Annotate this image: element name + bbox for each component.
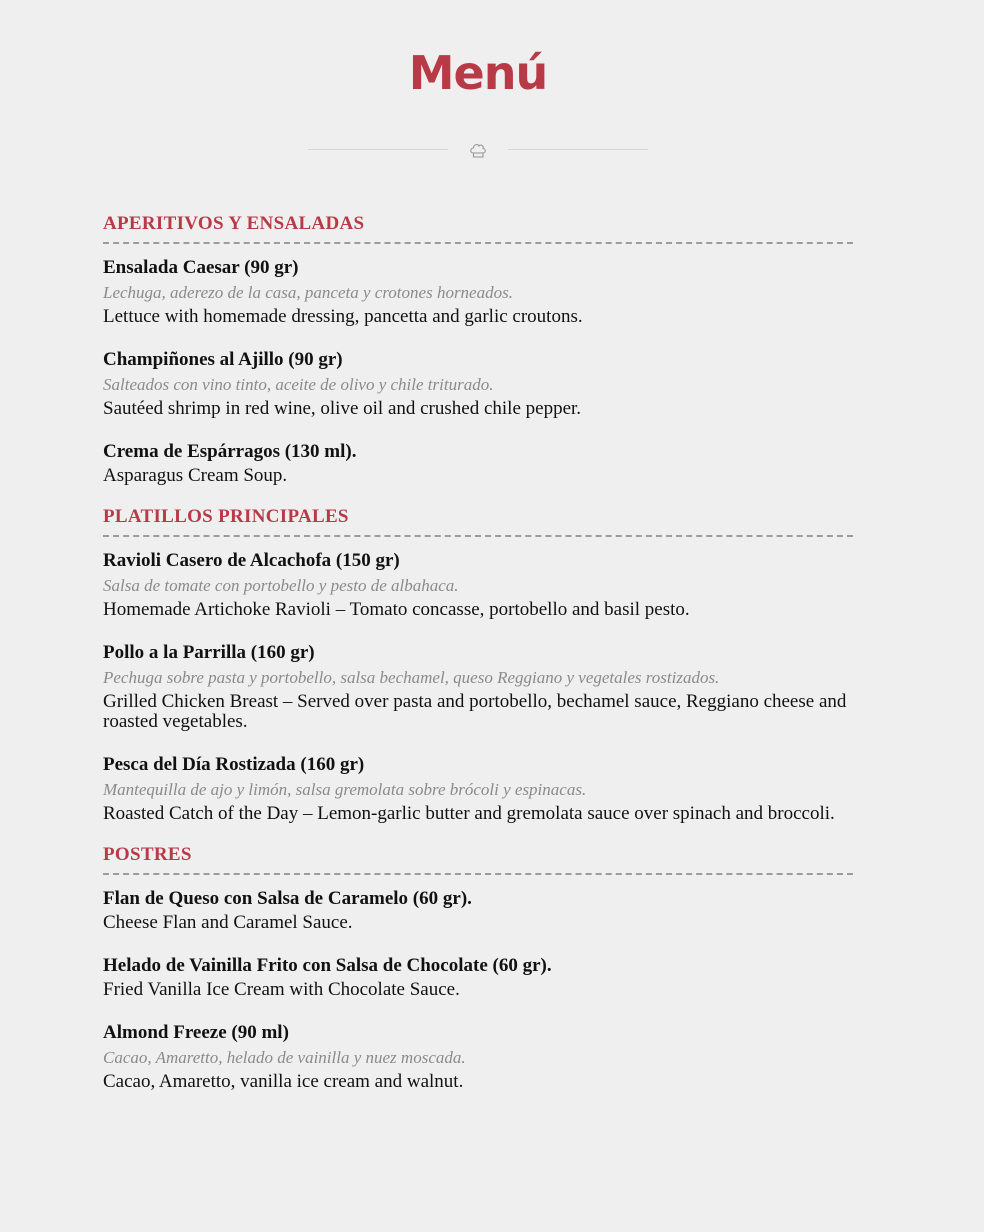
item-description-en: Sautéed shrimp in red wine, olive oil and crushed chile pepper. [103, 398, 582, 419]
menu-item [103, 347, 853, 419]
item-name: Ravioli Casero de Alcachofa (150 gr) [103, 550, 400, 571]
item-description-en: Roasted Catch of the Day – Lemon-garlic butter and gremolata sauce over spinach and broccoli. [103, 803, 835, 824]
section-title: POSTRES [103, 842, 853, 875]
divider-line-right [508, 149, 648, 150]
item-name: Helado de Vainilla Frito con Salsa de Chocolate (60 gr). [103, 955, 552, 976]
item-description-en: Homemade Artichoke Ravioli – Tomato concasse, portobello and basil pesto. [103, 599, 690, 620]
item-description-es: Lechuga, aderezo de la casa, panceta y crotones horneados. [103, 283, 513, 302]
item-description-en: Asparagus Cream Soup. [103, 465, 288, 486]
menu-item [103, 752, 853, 824]
item-name: Flan de Queso con Salsa de Caramelo (60 gr). [103, 888, 472, 909]
menu-item [103, 953, 853, 1000]
title-divider [308, 139, 648, 161]
menu-section [103, 504, 853, 824]
menu-item [103, 640, 853, 732]
item-name: Champiñones al Ajillo (90 gr) [103, 349, 343, 370]
item-name: Almond Freeze (90 ml) [103, 1022, 289, 1043]
menu-item [103, 255, 853, 327]
item-description-es: Salsa de tomate con portobello y pesto de albahaca. [103, 576, 459, 595]
section-title: APERITIVOS Y ENSALADAS [103, 211, 853, 244]
item-description-en: Lettuce with homemade dressing, pancetta and garlic croutons. [103, 306, 583, 327]
item-name: Crema de Espárragos (130 ml). [103, 441, 357, 462]
item-name: Pollo a la Parrilla (160 gr) [103, 642, 315, 663]
item-description-en: Fried Vanilla Ice Cream with Chocolate Sauce. [103, 979, 460, 1000]
menu-item [103, 439, 853, 486]
item-description-es: Salteados con vino tinto, aceite de olivo y chile triturado. [103, 375, 494, 394]
divider-line-left [308, 149, 448, 150]
page-title: Menú [408, 46, 548, 100]
menu-content [103, 211, 853, 1110]
item-description-es: Pechuga sobre pasta y portobello, salsa bechamel, queso Reggiano y vegetales rostizados. [103, 668, 720, 687]
item-description-en: Cacao, Amaretto, vanilla ice cream and walnut. [103, 1071, 464, 1092]
item-description-en: Cheese Flan and Caramel Sauce. [103, 912, 353, 933]
menu-section [103, 211, 853, 486]
item-name: Pesca del Día Rostizada (160 gr) [103, 754, 365, 775]
item-name: Ensalada Caesar (90 gr) [103, 257, 299, 278]
section-title: PLATILLOS PRINCIPALES [103, 504, 853, 537]
item-description-es: Cacao, Amaretto, helado de vainilla y nuez moscada. [103, 1048, 466, 1067]
menu-item [103, 548, 853, 620]
menu-item [103, 886, 853, 933]
chef-hat-icon [468, 141, 488, 161]
menu-item [103, 1020, 853, 1092]
menu-section [103, 842, 853, 1092]
item-description-es: Mantequilla de ajo y limón, salsa gremolata sobre brócoli y espinacas. [103, 780, 587, 799]
item-description-en: Grilled Chicken Breast – Served over pasta and portobello, bechamel sauce, Reggiano cheese and roasted vegetables. [103, 691, 847, 732]
